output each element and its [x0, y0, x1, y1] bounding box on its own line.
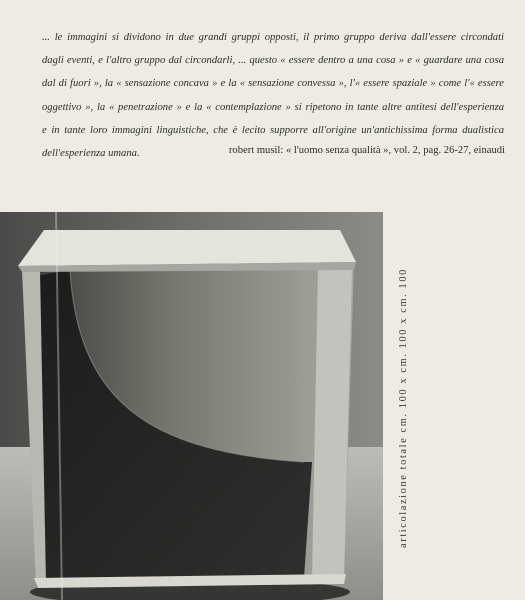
quote-line: dell'esperienza umana. — [42, 148, 140, 160]
sculpture-photo — [0, 212, 383, 600]
cube-top — [18, 230, 356, 266]
quote-line: dal di fuori », la « sensazione concava » e la « sensazione convessa », l'« essere spaziale » come l'« essere — [42, 78, 504, 90]
quote-line: e in tante loro immagini linguistiche, che è lecito supporre all'origine un'antichissima forma dualistica — [42, 124, 504, 136]
dimensions-caption: articolazione totale cm. 100 x cm. 100 x cm. 100 — [398, 268, 409, 548]
quote-citation: robert musil: « l'uomo senza qualità », vol. 2, pag. 26-27, einaudi — [228, 145, 505, 156]
quote-line: oggettivo », la « penetrazione » e la « contemplazione » si ripetono in tante altre antitesi dell'esperienza — [42, 101, 504, 113]
quote-line: ... le immagini si dividono in due grandi gruppi opposti, il primo gruppo deriva dall'essere circondati — [42, 32, 504, 43]
sculpture-illustration — [0, 212, 383, 600]
quote-line: dagli eventi, e l'altro gruppo dal circondarli, ... questo « essere dentro a una cosa » e « guardare una cosa — [42, 55, 504, 67]
